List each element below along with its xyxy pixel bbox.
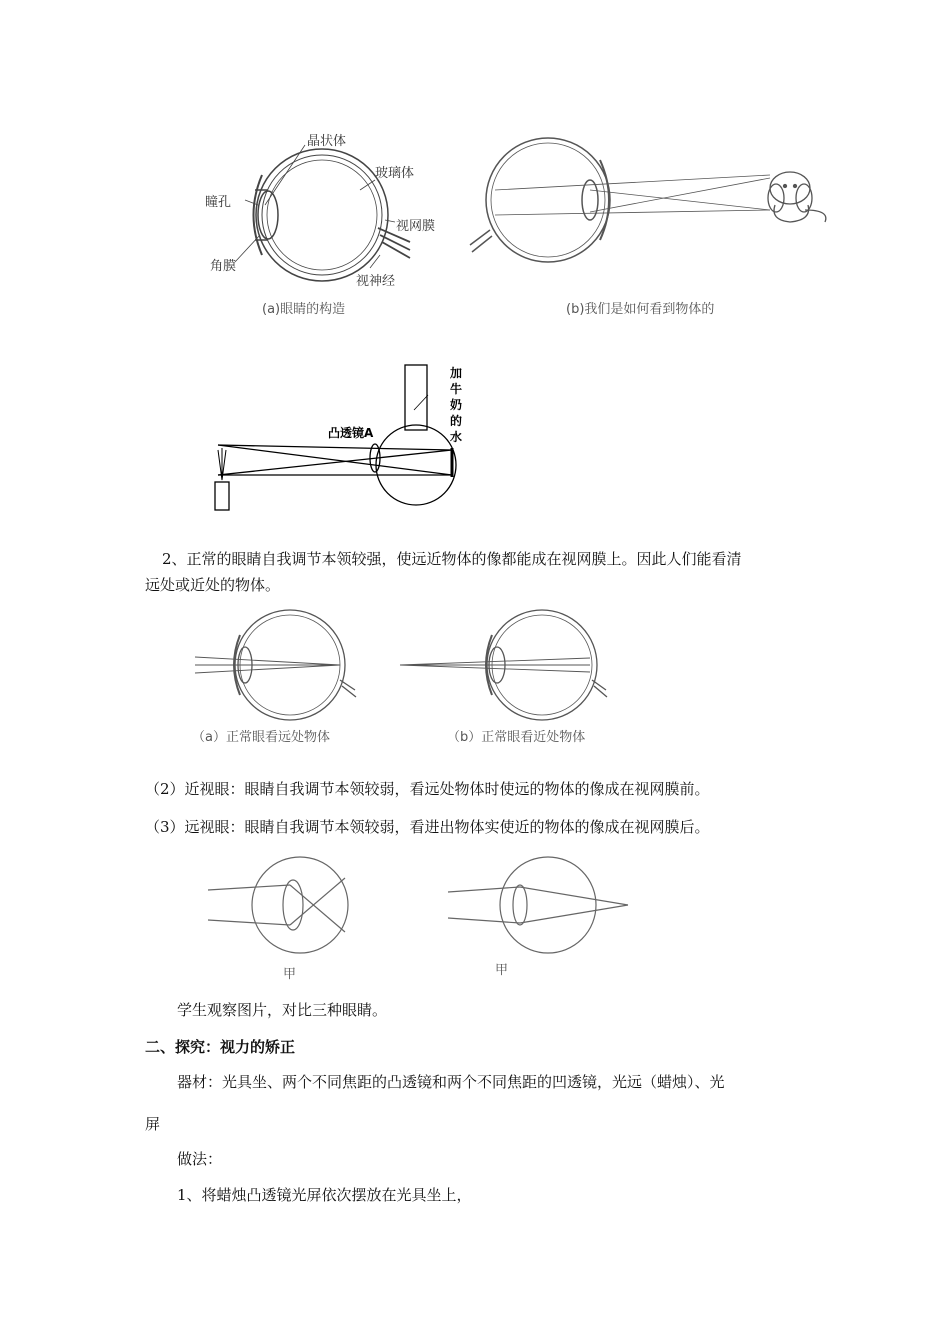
caption-eye-structure: (a)眼睛的构造: [262, 302, 346, 317]
label-convex-lens-a: 凸透镜A: [328, 426, 374, 440]
caption-normal-eye-near: （b）正常眼看近处物体: [447, 730, 586, 745]
label-cornea: 角膜: [210, 259, 237, 274]
myopia-diagram: [208, 857, 348, 953]
label-lens: 晶状体: [307, 134, 347, 149]
label-vitreous: 玻璃体: [375, 166, 415, 181]
paragraph-materials-line2: 屏: [145, 1115, 161, 1133]
section-heading-vision-correction: 二、探究：视力的矫正: [145, 1038, 296, 1056]
hyperopia-diagram: [448, 857, 628, 953]
caption-how-we-see: (b)我们是如何看到物体的: [566, 302, 715, 317]
paragraph-observe: 学生观察图片，对比三种眼睛。: [177, 1001, 388, 1019]
eye-structure-figure: [0, 0, 950, 330]
normal-eye-figure: [0, 600, 950, 760]
label-optic-nerve: 视神经: [356, 274, 396, 289]
flask-eye-model-figure: [0, 350, 950, 530]
svg-text:的: 的: [450, 414, 463, 428]
label-milk-water: [449, 365, 462, 444]
how-we-see-diagram: [470, 138, 770, 262]
caption-hyperopia: 甲: [495, 963, 509, 978]
paragraph-step-1: 1、将蜡烛凸透镜光屏依次摆放在光具坐上，: [177, 1186, 472, 1204]
paragraph-normal-eye-line1: 2、正常的眼睛自我调节本领较强，使远近物体的像都能成在视网膜上。因此人们能看清: [162, 550, 742, 568]
svg-text:奶: 奶: [450, 398, 463, 412]
paragraph-hyperopia: （3）远视眼：眼睛自我调节本领较弱，看进出物体实使近的物体的像成在视网膜后。: [145, 818, 710, 836]
normal-eye-near-diagram: [400, 610, 607, 720]
paragraph-myopia: （2）近视眼：眼睛自我调节本领较弱，看远处物体时使远的物体的像成在视网膜前。: [145, 780, 710, 798]
paragraph-materials-line1: 器材：光具坐、两个不同焦距的凸透镜和两个不同焦距的凹透镜，光远（蜡烛）、光: [177, 1073, 725, 1091]
svg-text:水: 水: [450, 430, 463, 444]
caption-myopia: 甲: [283, 967, 297, 982]
dog-toy-icon: [768, 172, 826, 222]
label-pupil: 瞳孔: [205, 195, 232, 210]
label-retina: 视网膜: [396, 219, 436, 234]
caption-normal-eye-far: （a）正常眼看远处物体: [192, 730, 330, 745]
paragraph-normal-eye-line2: 远处或近处的物体。: [145, 576, 281, 594]
svg-text:牛: 牛: [450, 382, 463, 396]
normal-eye-far-diagram: [195, 610, 356, 720]
paragraph-method: 做法：: [177, 1150, 223, 1168]
myopia-hyperopia-figure: [0, 850, 950, 990]
svg-text:加: 加: [450, 366, 463, 380]
